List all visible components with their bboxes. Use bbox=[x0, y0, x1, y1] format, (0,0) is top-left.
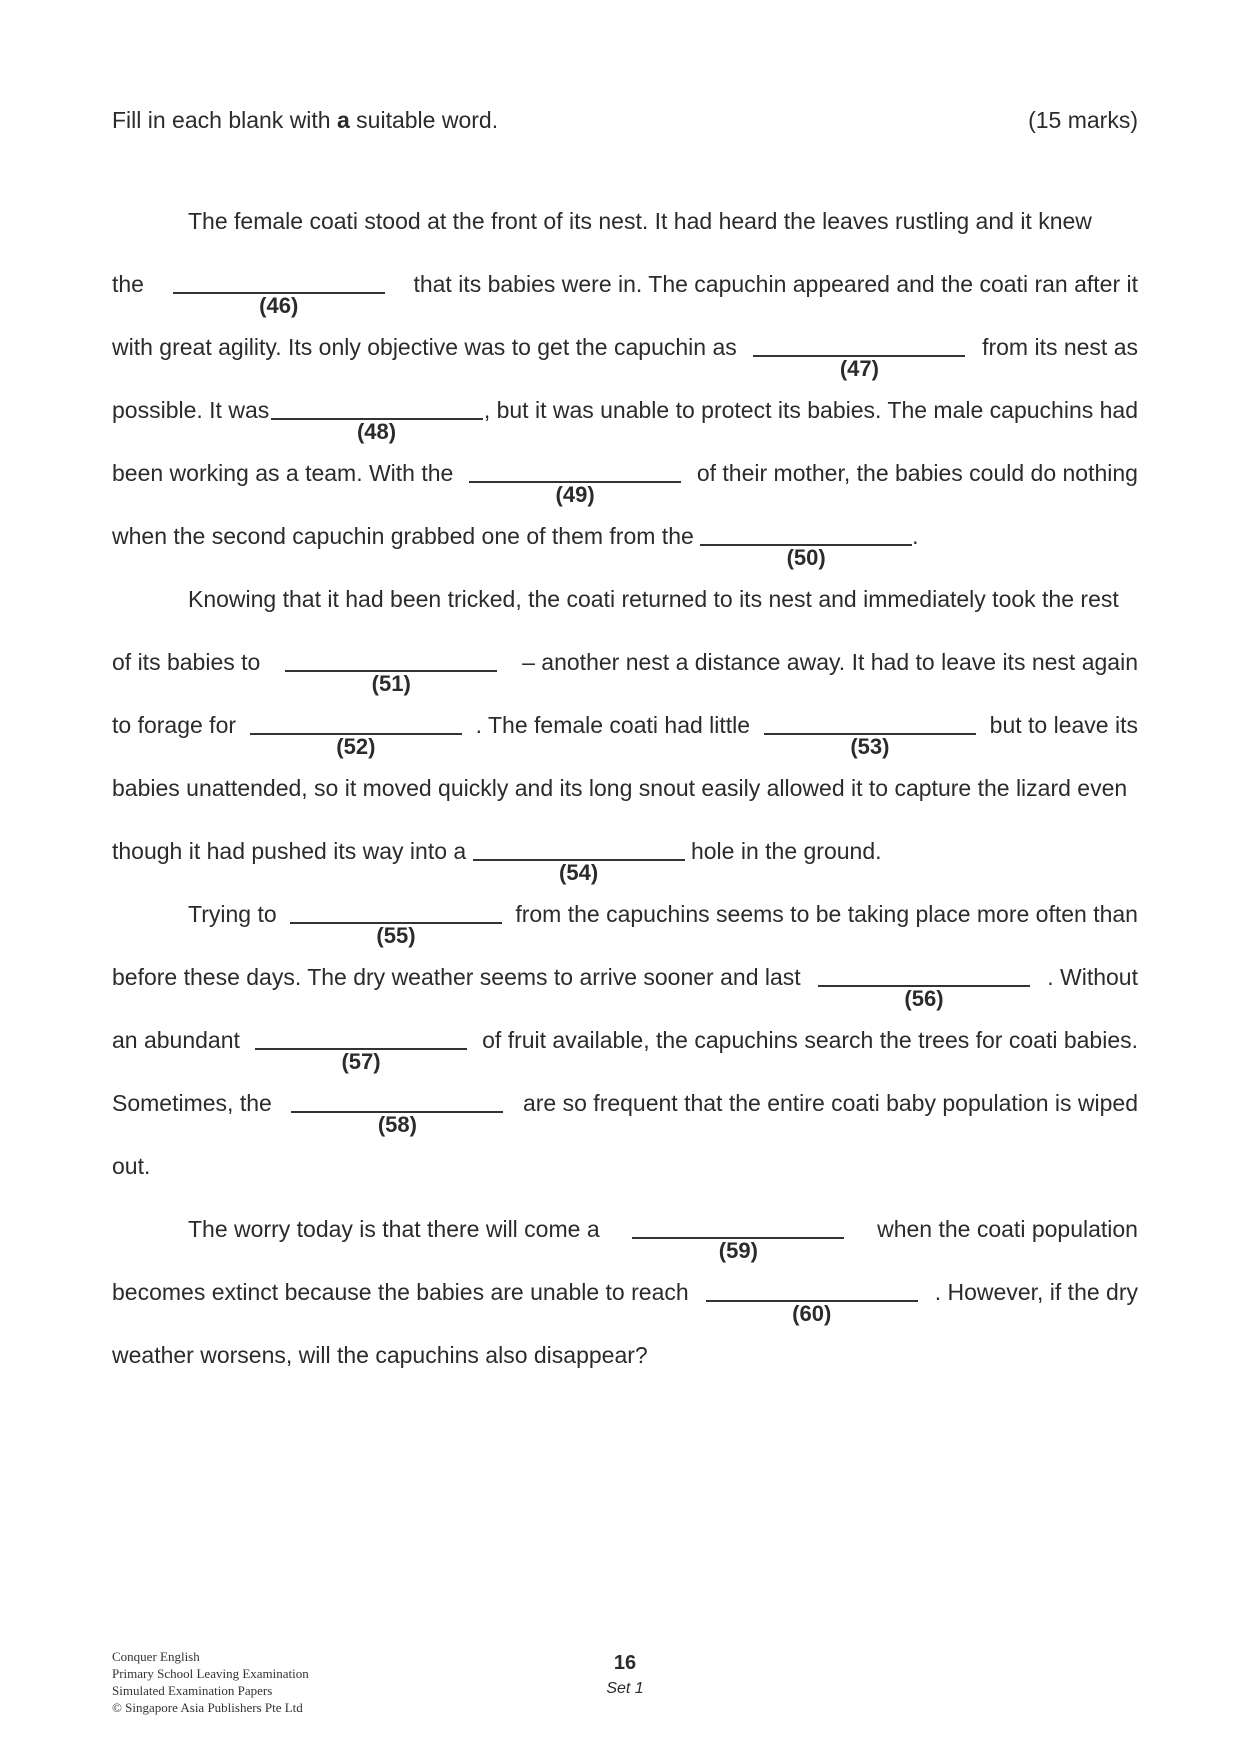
passage-line: of its babies to (51) – another nest a distance away. It had to leave its nest again bbox=[112, 645, 1138, 679]
blank-number: (57) bbox=[341, 1049, 381, 1074]
blank-51[interactable] bbox=[285, 645, 497, 696]
blank-56[interactable] bbox=[818, 960, 1030, 1011]
blank-number: (60) bbox=[792, 1301, 832, 1326]
blank-number: (48) bbox=[356, 419, 397, 444]
instruction-text: Fill in each blank with a suitable word. bbox=[112, 107, 499, 133]
passage-line: weather worsens, will the capuchins also disappear? bbox=[112, 1342, 648, 1368]
blank-number: (55) bbox=[376, 923, 416, 948]
blank-number: (54) bbox=[559, 860, 599, 885]
passage-line: before these days. The dry weather seems to arrive sooner and last (56) . Without bbox=[112, 960, 1138, 994]
passage-line: Knowing that it had been tricked, the coati returned to its nest and immediately took the rest bbox=[188, 586, 1119, 612]
passage-line: an abundant (57) of fruit available, the capuchins search the trees for coati babies. bbox=[112, 1023, 1138, 1057]
blank-number: (59) bbox=[718, 1238, 758, 1263]
blank-number: (49) bbox=[555, 482, 595, 507]
passage-line: The worry today is that there will come a (59) when the coati population bbox=[188, 1212, 1138, 1246]
blank-59[interactable] bbox=[632, 1212, 844, 1263]
blank-58[interactable] bbox=[291, 1086, 503, 1137]
blank-47[interactable] bbox=[753, 330, 965, 381]
blank-number: (46) bbox=[259, 293, 299, 318]
passage-line: possible. It was (48) , but it was unable to protect its babies. The male capuchins had bbox=[112, 393, 1138, 427]
blank-number: (53) bbox=[850, 734, 890, 759]
passage-line: Trying to (55) from the capuchins seems to be taking place more often than bbox=[188, 897, 1138, 931]
blank-number: (58) bbox=[377, 1112, 417, 1137]
publisher-info: Conquer English Primary School Leaving Examination Simulated Examination Papers © Singapore Asia Publishers Pte Ltd bbox=[112, 1649, 309, 1715]
passage-line: out. bbox=[112, 1153, 151, 1179]
passage-line: been working as a team. With the (49) of their mother, the babies could do nothing bbox=[112, 456, 1138, 490]
blank-57[interactable] bbox=[255, 1023, 467, 1074]
marks-label: (15 marks) bbox=[1028, 107, 1138, 133]
instruction-row bbox=[112, 104, 1138, 136]
passage-line: Sometimes, the (58) are so frequent that the entire coati baby population is wiped bbox=[112, 1086, 1138, 1120]
blank-49[interactable] bbox=[469, 456, 681, 507]
blank-48[interactable] bbox=[271, 393, 483, 444]
set-label: Set 1 bbox=[606, 1680, 644, 1697]
blank-46[interactable] bbox=[173, 267, 385, 318]
passage-line: the (46) that its babies were in. The capuchin appeared and the coati ran after it bbox=[112, 267, 1138, 301]
passage-line: to forage for (52) . The female coati had little (53) but to leave its bbox=[112, 708, 1138, 742]
passage-line: when the second capuchin grabbed one of them from the (50) . bbox=[112, 519, 1138, 553]
passage-line: babies unattended, so it moved quickly and its long snout easily allowed it to capture the lizard even bbox=[112, 775, 1128, 801]
blank-number: (52) bbox=[336, 734, 376, 759]
blank-number: (50) bbox=[786, 545, 826, 570]
blank-60[interactable] bbox=[706, 1275, 918, 1326]
passage-line: The female coati stood at the front of its nest. It had heard the leaves rustling and it knew bbox=[188, 208, 1092, 234]
page-number: 16 bbox=[613, 1652, 637, 1674]
blank-number: (47) bbox=[839, 356, 879, 381]
blank-53[interactable] bbox=[764, 708, 976, 759]
passage-line: though it had pushed its way into a (54) hole in the ground. bbox=[112, 834, 1138, 868]
blank-number: (56) bbox=[904, 986, 944, 1011]
blank-54[interactable] bbox=[473, 834, 685, 885]
passage-line: with great agility. Its only objective was to get the capuchin as (47) from its nest as bbox=[112, 330, 1138, 364]
blank-50[interactable] bbox=[700, 519, 912, 570]
blank-number: (51) bbox=[371, 671, 411, 696]
passage-line: becomes extinct because the babies are unable to reach (60) . However, if the dry bbox=[112, 1275, 1138, 1309]
blank-52[interactable] bbox=[250, 708, 462, 759]
blank-55[interactable] bbox=[290, 897, 502, 948]
